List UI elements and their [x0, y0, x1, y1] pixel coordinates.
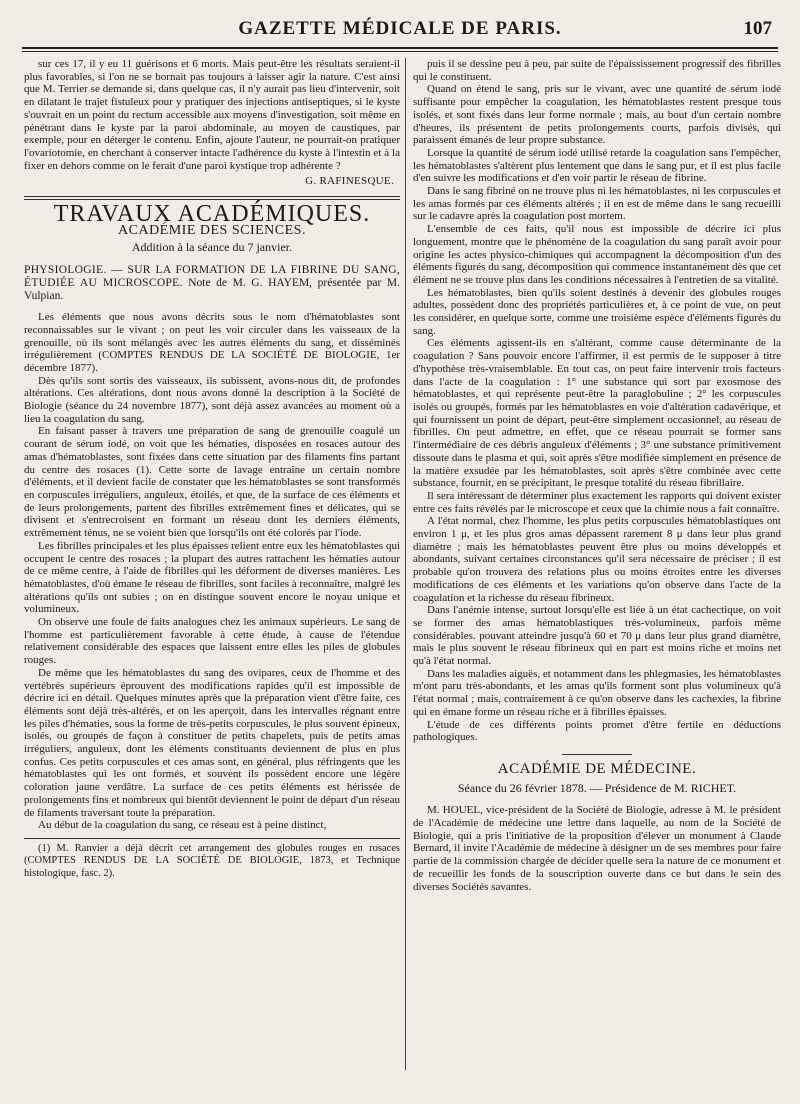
- paragraph: Au début de la coagulation du sang, ce réseau est à peine distinct,: [38, 819, 327, 832]
- footnote-rule: [24, 838, 400, 839]
- paragraph: M. HOUEL, vice-président de la Société de Biologie, adresse à M. le président de l'Académie de médecine une lettre dans laquelle, au nom de la Société de Biologie, qui a pris l'initiative de la proposition d'élever un monument à Claude Bernard, il invite l'Académie de médecine à désigner un de ses membres pour faire partie de la commission chargée de décider quelle sera la nature de ce monument et de recueillir les fonds de la souscription ouverte dans ce but dans le sein des diverses Sociétés savantes.: [413, 804, 781, 893]
- paragraph: Les fibrilles principales et les plus épaisses relient entre eux les hématoblastes qui occupent le centre des rosaces ; la plupart des autres rattachent les hématies autour de ce même centre, à l'aide de fibrilles qui les déforment de diverses manières. Les hématoblastes, d'où émane le réseau de fibrilles, sont faciles à reconnaître, malgré les altérations qu'ils ont subies ; on en distingue souvent encore le noyau unique et volumineux.: [24, 539, 400, 616]
- page-header: [22, 18, 778, 44]
- paragraph: Dans le sang fibriné on ne trouve plus ni les hématoblastes, ni les corpuscules et les amas formés par ces éléments altérés ; il en est de même dans le sang recueilli sur le cadavre après la coagulation post mortem.: [413, 185, 781, 223]
- author-signature: G. RAFINESQUE.: [305, 175, 394, 188]
- header-rule-thin: [22, 51, 778, 52]
- paragraph: En faisant passer à travers une préparation de sang de grenouille coagulé un courant de sérum iodé, on voit que les hématies, disposées en rosaces autour des amas d'hématoblastes, sont fixées dans cette situation par des filaments fins partant du centre des rosaces (1). Cette sorte de lavage entraîne un certain nombre d'éléments, et il devient facile de constater que les hématoblastes se sont transformés en corpuscules irréguliers, anguleux, étoilés, et que, de la surface de ces éléments et de leurs prolongements, partent des fibrilles extrêmement fines et délicates, qui se divisent et s'entrecroisent en formant un réseau dont les derniers éléments, extrêmement ténus, ne se voient bien que lorsqu'ils ont été colorés par l'iode.: [24, 425, 400, 540]
- article-note: Note de M. G. HAYEM, présentée par M. Vulpian.: [24, 277, 401, 303]
- section-title: TRAVAUX ACADÉMIQUES.: [53, 201, 371, 228]
- article-title: — SUR LA FORMATION DE LA FIBRINE DU SANG, ÉTUDIÉE AU MICROSCOPE.: [24, 264, 400, 290]
- paragraph: On observe une foule de faits analogues chez les animaux supérieurs. Le sang de l'homme est particulièrement favorable à cette étude, à cause de l'étendue relativement considérable des espaces que laissent entre elles les piles de globules rouges.: [24, 616, 400, 667]
- running-title: GAZETTE MÉDICALE DE PARIS.: [238, 18, 562, 39]
- paragraph: L'étude de ces différents points promet d'être fertile en déductions pathologiques.: [413, 718, 781, 744]
- paragraph: Les éléments que nous avons décrits sous le nom d'hématoblastes sont reconnaissables sur le vivant ; on peut les voir circuler dans les vaisseaux de la grenouille, où ils sont mélangés avec les autres éléments du sang, et disséminés irrégulièrement (COMPTES RENDUS DE LA SOCIÉTÉ DE BIOLOGIE, 1er décembre 1877).: [24, 311, 400, 374]
- footnote: (1) M. Ranvier a déjà décrit cet arrangement des globules rouges en rosaces (COMPTES RENDUS DE LA SOCIÉTÉ DE BIOLOGIE, 1873, et Technique histologique, fasc. 2).: [24, 842, 400, 879]
- paragraph: Quand on étend le sang, pris sur le vivant, avec une quantité de sérum iodé suffisante pour empêcher la coagulation, les hématoblastes restent presque tous isolés, et sont fixés dans leur forme normale ; mais, au bout d'un certain nombre d'heures, ils présentent de petits prolongements courts, parfois divisés, qui paraissent émanés de leur propre substance.: [413, 83, 781, 147]
- paragraph: Dans les maladies aiguës, et notamment dans les phlegmasies, les hématoblastes m'ont paru très-abondants, et les amas qu'ils forment sont plus volumineux qu'à l'état normal ; mais, contrairement à ce qu'on observe dans les cachexies, la fibrine qui en émane forme un réseau riche et à fibrilles épaisses.: [413, 667, 781, 718]
- session-line: Addition à la séance du 7 janvier.: [131, 240, 293, 255]
- paragraph: Les hématoblastes, bien qu'ils soient destinés à devenir des globules rouges adultes, possèdent donc des propriétés particulières et, à ce point de vue, on peut les considérer, en quelque sorte, comme une troisième espèce d'éléments figurés du sang.: [413, 286, 781, 337]
- section-rule: [24, 199, 400, 200]
- paragraph: sur ces 17, il y eu 11 guérisons et 6 morts. Mais peut-être les résultats seraient-il plus favorables, si l'on ne se bornait pas toujours à laisser agir la nature. C'est ainsi que M. Terrier se demande si, dans quelque cas, il n'y aurait pas lieu d'intervenir, soit en dilatant le trajet fistuleux pour y pratiquer des injections antiseptiques, si le kyste s'ouvrait en un point du rectum accessible aux moyens d'investigation, soit même en pénétrant dans le kyste par la paroi abdominale, au moyen de caustiques, par exemple, pour en déterger le contenu. Enfin, ajoute l'auteur, ne pourrait-on pratiquer l'ovariotomie, en cherchant à conserver intacte l'adhérence du kyste à l'intestin et à la fixer en dehors comme on le ferait d'une paroi kystique trop adhérente ?: [24, 58, 400, 172]
- academie-title: ACADÉMIE DE MÉDECINE.: [497, 760, 697, 777]
- paragraph: L'ensemble de ces faits, qu'il nous est impossible de décrire ici plus longuement, montre que le phénomène de la coagulation du sang paraît avoir pour origine les actes physico-chimiques qui accompagnent la décomposition d'un des éléments figurés du sang, décomposition qui commence instantanément dès que cet élément ne se trouve plus dans les conditions nécessaires à l'entretien de sa vitalité.: [413, 223, 781, 286]
- left-column: [24, 58, 400, 880]
- paragraph: A l'état normal, chez l'homme, les plus petits corpuscules hématoblastiques ont environ 1 μ, et les plus gros amas dépassent rarement 8 μ dans leur plus grand diamètre ; mais les hématoblastes peuvent être plus ou moins développés et abondants, suivant certaines circonstances qu'il sera nécessaire de préciser ; il est probable qu'on trouvera des relations plus ou moins étroites entre les diverses modifications de ces éléments et les variations qu'on observe dans l'acte de la coagulation et la richesse du réseau fibrineux.: [413, 515, 781, 604]
- paragraph: De même que les hématoblastes du sang des ovipares, ceux de l'homme et des vertébrés supérieurs éprouvent des modifications rapides qu'il est impossible de décrire ici en détail. Quelques minutes après que la préparation vient d'être faite, ces éléments sont déjà très-altérés, et on les aperçoit, dans les intervalles régnant entre les piles d'hématies, sous la forme de très-petits corpuscules, le plus souvent épineux, isolés, ou groupés de façon à constituer de petits chapelets, puis de petits amas irréguliers, anguleux, dont les éléments constituants deviennent de plus en plus confus. Ces petits corpuscules et ces amas sont, en général, plus réfringents que les hématoblastes qui les ont formés, et souvent ils possèdent encore une légère coloration jaune verdâtre. La surface de ces petits éléments est hérissée de prolongements fins et nombreux qui bientôt deviennent le point de départ d'un réseau de filaments traversant toute la préparation.: [24, 666, 400, 819]
- short-rule: [562, 754, 632, 755]
- page-number: 107: [743, 18, 772, 39]
- column-divider: [405, 58, 406, 1070]
- header-rule: [22, 47, 778, 49]
- paragraph: Lorsque la quantité de sérum iodé utilisé retarde la coagulation sans l'empêcher, les hématoblastes s'altèrent plus lentement que dans le sang pur, et il est plus facile d'en suivre les modifications et d'en voir partir le réseau de fibrine.: [413, 146, 781, 185]
- paragraph: Ces éléments agissent-ils en s'altérant, comme cause déterminante de la coagulation ? Sans pouvoir encore l'affirmer, il est permis de le supposer à titre d'hypothèse très-vraisemblable. En tout cas, on peut faire intervenir trois facteurs dans l'acte de la coagulation : 1° une substance qui sort par exosmose des hématoblastes, et qui représente peut-être la paraglobuline ; 2° les corpuscules isolés ou groupés, formés par les hématoblastes en voie d'altération cadavérique, et qui fournissent un point de départ, peut-être simplement occasionnel, au réseau de fibrilles. On peut admettre, en effet, que ce réseau pourrait se former sans l'intermédiaire de ces débris anguleux d'éléments ; 3° une substance primitivement dissoute dans le plasma et qui, soit après s'être modifiée simplement en présence de la matière exsudée par les hématoblastes, soit après s'être combinée avec cette substance, fournit, en se précipitant, le presque totalité du réseau fibrillaire.: [413, 337, 781, 490]
- article-heading: [24, 264, 400, 303]
- section-rule: [24, 196, 400, 197]
- subsection-title: ACADÉMIE DES SCIENCES.: [118, 222, 306, 238]
- paragraph: puis il se dessine peu à peu, par suite de l'épaississement progressif des fibrilles qui le constituent.: [413, 58, 781, 83]
- paragraph: Il sera intéressant de déterminer plus exactement les rapports qui doivent exister entre ces faits révélés par le microscope et ceux que la chimie nous a fait connaître.: [413, 489, 781, 515]
- session-line: Séance du 26 février 1878. — Présidence de M. RICHET.: [457, 780, 737, 795]
- paragraph: Dès qu'ils sont sortis des vaisseaux, ils subissent, avons-nous dit, de profondes altérations. Ces altérations, dont nous avons donné la description à la Société de Biologie (séance du 24 novembre 1877), sont déjà assez avancées au moment où a lieu la coagulation du sang.: [24, 374, 400, 425]
- right-column: [413, 58, 781, 893]
- paragraph: Dans l'anémie intense, surtout lorsqu'elle est liée à un état cachectique, on voit se former des amas hématoblastiques très-volumineux, parfois même considérables. pouvant atteindre jusqu'à 60 et 70 μ dans leur plus grand diamètre, mais le plus souvent le réseau fibrineux qui en part est moins riche et moins net qu'à l'état normal.: [413, 604, 781, 668]
- article-label: PHYSIOLOGIE.: [24, 264, 107, 277]
